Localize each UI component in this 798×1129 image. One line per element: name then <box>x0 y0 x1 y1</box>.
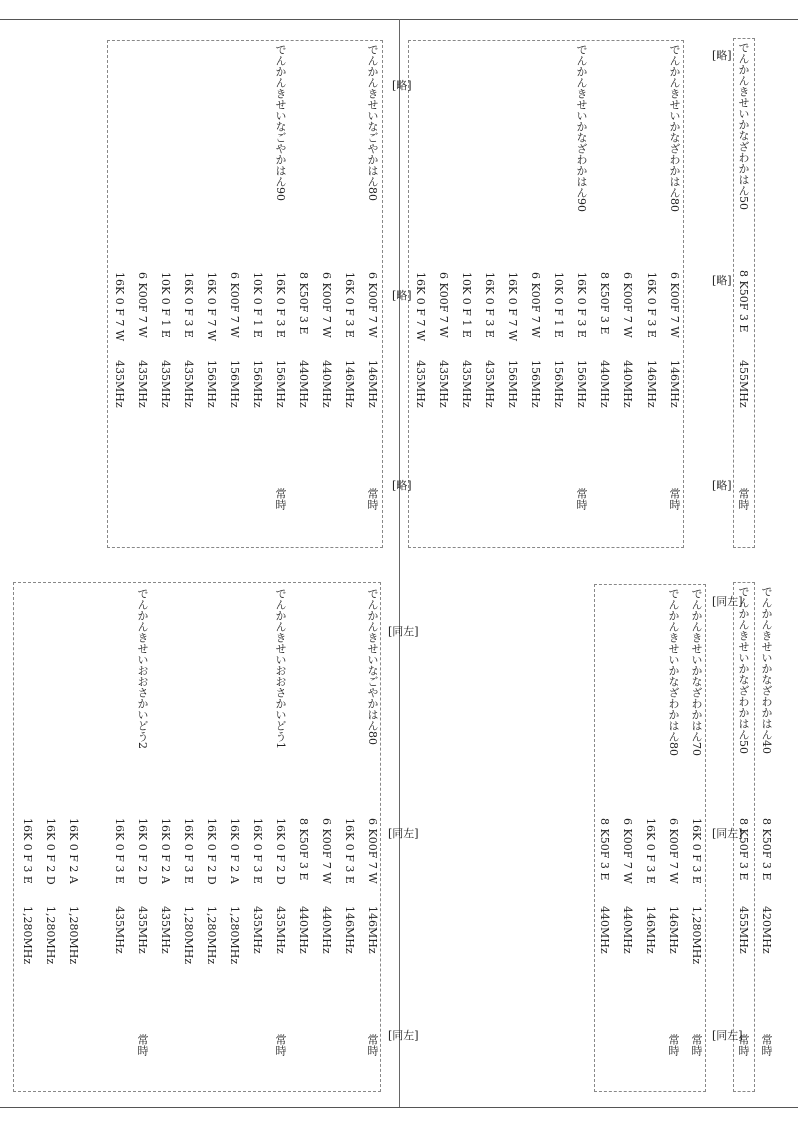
emission-type: 16K 0 F 3 E <box>21 818 34 884</box>
emission-type: 16K 0 F 3 E <box>113 818 126 884</box>
station-name: でんかんきせいなごやかはん80 <box>366 44 379 201</box>
frequency: 146MHz <box>343 906 356 954</box>
emission-type: 10K 0 F 1 E <box>251 272 264 338</box>
emission-type: 6 K00F 7 W <box>621 818 634 884</box>
frequency: 440MHz <box>621 360 634 408</box>
emission-type: 10K 0 F 1 E <box>552 272 565 338</box>
frequency: 156MHz <box>506 360 519 408</box>
emission-type: 16K 0 F 2 D <box>136 818 149 885</box>
emission-type: 16K 0 F 7 W <box>506 272 519 342</box>
station-name: でんかんきせいかなざわかはん50 <box>737 586 750 754</box>
operation-time: 常時 <box>366 1034 379 1056</box>
emission-type: 8 K50F 3 E <box>297 818 310 881</box>
operation-time: 常時 <box>136 1034 149 1056</box>
emission-type: 8 K50F 3 E <box>598 272 611 335</box>
emission-type: 8 K50F 3 E <box>760 818 773 881</box>
frequency: 440MHz <box>598 360 611 408</box>
frequency: 435MHz <box>113 906 126 954</box>
station-name: でんかんきせいかなざわかはん80 <box>668 44 681 212</box>
emission-type: 16K 0 F 3 E <box>182 272 195 338</box>
emission-type: 6 K00F 7 W <box>366 272 379 338</box>
ryaku-marker: [略] <box>712 274 732 287</box>
frequency: 156MHz <box>251 360 264 408</box>
frequency: 156MHz <box>228 360 241 408</box>
emission-type: 6 K00F 7 W <box>136 272 149 338</box>
frequency: 1,280MHz <box>205 906 218 965</box>
frequency: 146MHz <box>667 906 680 954</box>
frequency: 146MHz <box>366 906 379 954</box>
frequency: 435MHz <box>136 906 149 954</box>
emission-type: 16K 0 F 2 A <box>228 818 241 884</box>
emission-type: 8 K50F 3 E <box>737 818 750 881</box>
frequency: 156MHz <box>552 360 565 408</box>
ryaku-marker: [略] <box>392 79 412 92</box>
frequency: 435MHz <box>136 360 149 408</box>
ryaku-marker: [略] <box>712 479 732 492</box>
emission-type: 16K 0 F 3 E <box>274 272 287 338</box>
emission-type: 6 K00F 7 W <box>668 272 681 338</box>
operation-time: 常時 <box>668 488 681 510</box>
frequency: 455MHz <box>737 360 750 408</box>
frequency: 146MHz <box>343 360 356 408</box>
emission-type: 6 K00F 7 W <box>437 272 450 338</box>
frequency: 1,280MHz <box>690 906 703 965</box>
frequency: 440MHz <box>320 360 333 408</box>
bottom-rule <box>0 1107 798 1108</box>
douhidari-marker: [同左] <box>712 1029 743 1042</box>
frequency: 1,280MHz <box>21 906 34 965</box>
frequency: 440MHz <box>621 906 634 954</box>
frequency: 435MHz <box>159 360 172 408</box>
frequency: 146MHz <box>668 360 681 408</box>
douhidari-marker: [同左] <box>388 625 419 638</box>
frequency: 435MHz <box>414 360 427 408</box>
ryaku-marker: [略] <box>392 289 412 302</box>
operation-time: 常時 <box>274 488 287 510</box>
douhidari-marker: [同左] <box>388 1029 419 1042</box>
emission-type: 10K 0 F 1 E <box>159 272 172 338</box>
operation-time: 常時 <box>575 488 588 510</box>
emission-type: 16K 0 F 3 E <box>644 818 657 884</box>
frequency: 1,280MHz <box>182 906 195 965</box>
station-name: でんかんきせいおおさかいどう1 <box>274 588 287 749</box>
emission-type: 16K 0 F 3 E <box>343 272 356 338</box>
douhidari-marker: [同左] <box>388 827 419 840</box>
frequency: 1,280MHz <box>44 906 57 965</box>
emission-type: 8 K50F 3 E <box>737 270 750 333</box>
frequency: 146MHz <box>645 360 658 408</box>
emission-type: 6 K00F 7 W <box>228 272 241 338</box>
operation-time: 常時 <box>690 1034 703 1056</box>
operation-time: 常時 <box>737 488 750 510</box>
frequency: 435MHz <box>159 906 172 954</box>
station-name: でんかんきせいなごやかはん80 <box>366 588 379 745</box>
frequency: 455MHz <box>737 906 750 954</box>
emission-type: 6 K00F 7 W <box>621 272 634 338</box>
emission-type: 6 K00F 7 W <box>320 272 333 338</box>
emission-type: 16K 0 F 2 D <box>44 818 57 885</box>
frequency: 156MHz <box>205 360 218 408</box>
emission-type: 16K 0 F 7 W <box>205 272 218 342</box>
emission-type: 16K 0 F 3 E <box>483 272 496 338</box>
emission-type: 8 K50F 3 E <box>297 272 310 335</box>
frequency: 440MHz <box>320 906 333 954</box>
douhidari-marker: [同左] <box>712 827 743 840</box>
frequency: 156MHz <box>274 360 287 408</box>
frequency: 156MHz <box>529 360 542 408</box>
frequency: 440MHz <box>598 906 611 954</box>
douhidari-marker: [同左] <box>712 595 743 608</box>
emission-type: 16K 0 F 2 A <box>67 818 80 884</box>
emission-type: 6 K00F 7 W <box>320 818 333 884</box>
emission-type: 6 K00F 7 W <box>366 818 379 884</box>
station-name: でんかんきせいかなざわかはん50 <box>737 42 750 210</box>
emission-type: 6 K00F 7 W <box>529 272 542 338</box>
emission-type: 6 K00F 7 W <box>667 818 680 884</box>
ryaku-marker: [略] <box>712 49 732 62</box>
emission-type: 16K 0 F 3 E <box>690 818 703 884</box>
emission-type: 16K 0 F 3 E <box>645 272 658 338</box>
frequency: 146MHz <box>366 360 379 408</box>
operation-time: 常時 <box>737 1034 750 1056</box>
frequency: 440MHz <box>297 906 310 954</box>
emission-type: 16K 0 F 2 D <box>205 818 218 885</box>
frequency: 1,280MHz <box>67 906 80 965</box>
operation-time: 常時 <box>366 488 379 510</box>
emission-type: 16K 0 F 7 W <box>414 272 427 342</box>
operation-time: 常時 <box>274 1034 287 1056</box>
emission-type: 16K 0 F 3 E <box>182 818 195 884</box>
emission-type: 8 K50F 3 E <box>598 818 611 881</box>
station-name: でんかんきせいなごやかはん90 <box>274 44 287 201</box>
frequency: 435MHz <box>182 360 195 408</box>
emission-type: 16K 0 F 3 E <box>343 818 356 884</box>
emission-type: 16K 0 F 7 W <box>113 272 126 342</box>
ryaku-marker: [略] <box>392 479 412 492</box>
frequency: 435MHz <box>113 360 126 408</box>
station-name: でんかんきせいかなざわかはん70 <box>690 588 703 756</box>
operation-time: 常時 <box>667 1034 680 1056</box>
frequency: 420MHz <box>760 906 773 954</box>
frequency: 435MHz <box>483 360 496 408</box>
station-name: でんかんきせいおおさかいどう2 <box>136 588 149 749</box>
station-name: でんかんきせいかなざわかはん90 <box>575 44 588 212</box>
emission-type: 16K 0 F 2 A <box>159 818 172 884</box>
frequency: 435MHz <box>274 906 287 954</box>
operation-time: 常時 <box>760 1034 773 1056</box>
station-name: でんかんきせいかなざわかはん80 <box>667 588 680 756</box>
frequency: 146MHz <box>644 906 657 954</box>
frequency: 440MHz <box>297 360 310 408</box>
emission-type: 16K 0 F 3 E <box>575 272 588 338</box>
emission-type: 10K 0 F 1 E <box>460 272 473 338</box>
emission-type: 16K 0 F 3 E <box>251 818 264 884</box>
frequency: 435MHz <box>437 360 450 408</box>
station-name: でんかんきせいかなざわかはん40 <box>760 586 773 754</box>
frequency: 1,280MHz <box>228 906 241 965</box>
frequency: 156MHz <box>575 360 588 408</box>
emission-type: 16K 0 F 2 D <box>274 818 287 885</box>
frequency: 435MHz <box>460 360 473 408</box>
frequency: 435MHz <box>251 906 264 954</box>
